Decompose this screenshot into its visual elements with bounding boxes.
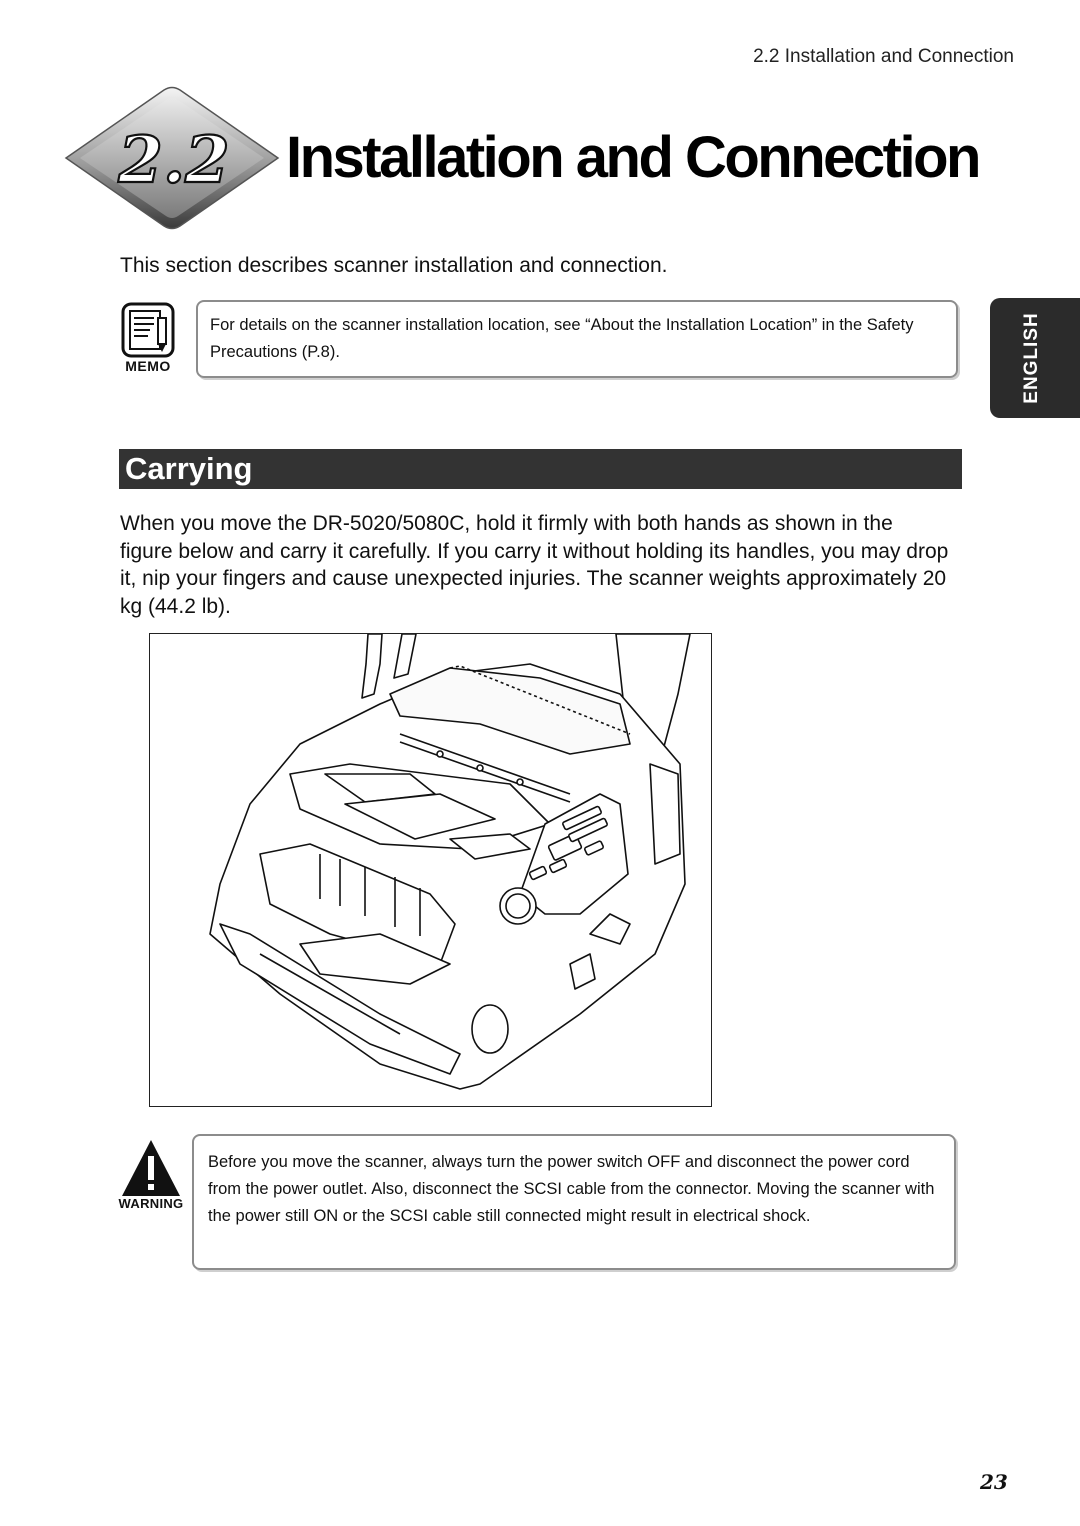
language-tab-label: ENGLISH (1021, 312, 1042, 404)
warning-icon (118, 1136, 184, 1202)
intro-text: This section describes scanner installation and connection. (120, 254, 668, 277)
running-header: 2.2 Installation and Connection (753, 46, 1014, 67)
warning-text: Before you move the scanner, always turn the power switch OFF and disconnect the power cord from the power outlet. Also, disconnect the SCSI cable from the connector. Moving the scanner with the power still ON or the SCSI cable still connected might result in electrical shock. (208, 1153, 935, 1225)
section-body: When you move the DR-5020/5080C, hold it firmly with both hands as shown in the figure below and carry it carefully. If you carry it without holding its handles, you may drop it, nip your fingers and cause unexpected injuries. The scanner weights approximately 20 kg (44.2 lb). (120, 512, 949, 618)
memo-note (196, 300, 958, 378)
warning-note (192, 1134, 956, 1270)
scanner-illustration (150, 634, 712, 1107)
memo-label: MEMO (125, 358, 171, 374)
page-number: 23 (980, 1470, 1008, 1494)
chapter-number: 2.2 (118, 123, 230, 198)
language-tab (990, 298, 1080, 418)
chapter-number-badge (62, 84, 282, 232)
scanner-carrying-figure (149, 633, 712, 1107)
section-heading-bar (119, 449, 962, 489)
chapter-title: Installation and Connection (286, 125, 979, 190)
section-title: Carrying (125, 451, 253, 486)
warning-label: WARNING (118, 1196, 184, 1211)
memo-text: For details on the scanner installation location, see “About the Installation Location” in the Safety Precautions (P.8). (210, 316, 914, 361)
